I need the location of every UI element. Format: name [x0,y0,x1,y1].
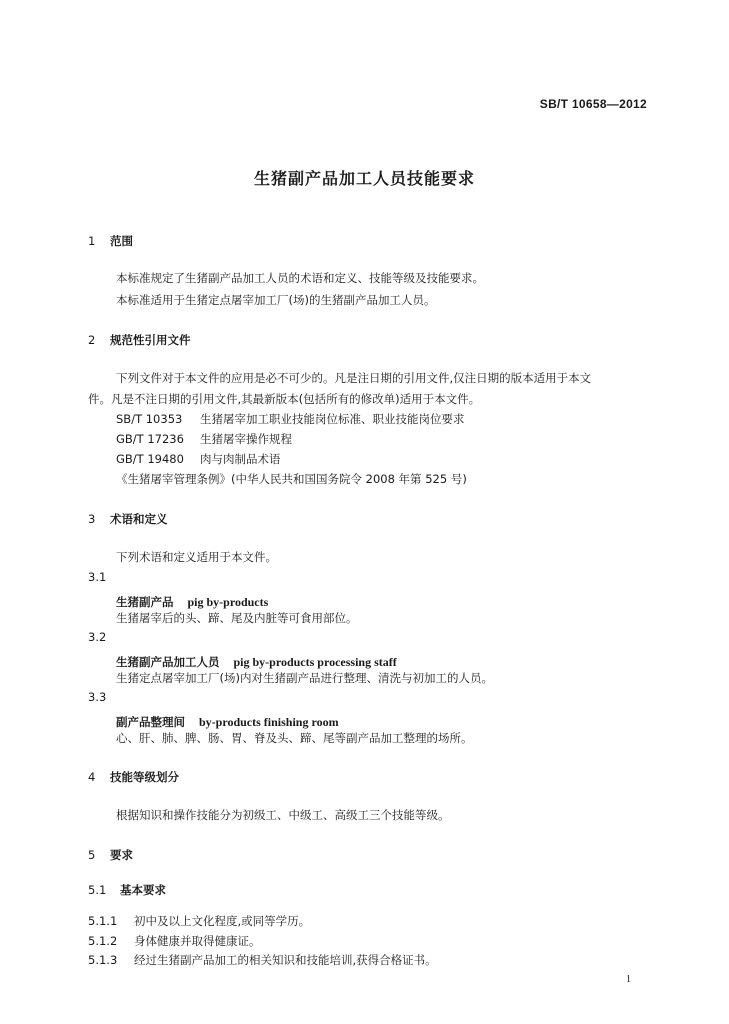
reference-title: 生猪屠宰操作规程 [200,432,292,446]
reference-code: SB/T 10353 [116,412,183,426]
item-number: 5.1.1 [88,914,118,928]
section-title: 范围 [110,234,133,248]
reference-code: GB/T 19480 [116,452,184,466]
paragraph: 件。凡是不注日期的引用文件,其最新版本(包括所有的修改单)适用于本文件。 [88,392,481,406]
paragraph: 根据知识和操作技能分为初级工、中级工、高级工三个技能等级。 [116,808,450,822]
reference-title: 肉与肉制品术语 [200,452,281,466]
term-chinese: 生猪副产品加工人员 [116,655,220,669]
term-number: 3.1 [88,570,107,584]
item-text: 初中及以上文化程度,或同等学历。 [134,914,311,928]
subsection-5-1-heading [88,882,166,898]
term-heading [116,591,268,610]
item-text: 身体健康并取得健康证。 [134,934,261,948]
section-2-heading [88,332,191,348]
section-number: 5 [88,848,96,862]
document-title: 生猪副产品加工人员技能要求 [253,169,475,188]
normative-reference [116,411,465,427]
normative-reference [116,431,292,447]
requirement-item [88,952,437,968]
term-heading [116,651,397,670]
term-number: 3.3 [88,690,107,704]
section-number: 4 [88,770,96,784]
paragraph: 本标准适用于生猪定点屠宰加工厂(场)的生猪副产品加工人员。 [116,293,436,307]
section-title: 规范性引用文件 [110,333,191,347]
section-title: 术语和定义 [110,512,168,526]
item-number: 5.1.2 [88,934,118,948]
section-1-heading [88,233,133,249]
item-number: 5.1.3 [88,953,118,967]
section-3-heading [88,511,168,527]
standard-code: SB/T 10658—2012 [539,97,647,111]
section-number: 1 [88,234,96,248]
reference-code: GB/T 17236 [116,432,184,446]
section-title: 要求 [110,848,133,862]
requirement-item [88,933,261,949]
term-definition: 生猪屠宰后的头、蹄、尾及内脏等可食用部位。 [116,611,358,625]
paragraph: 下列文件对于本文件的应用是必不可少的。凡是注日期的引用文件,仅注日期的版本适用于本文 [116,371,592,385]
requirement-item [88,913,310,929]
subsection-title: 基本要求 [120,883,166,897]
term-definition: 生猪定点屠宰加工厂(场)内对生猪副产品进行整理、清洗与初加工的人员。 [116,671,493,685]
term-heading [116,711,339,730]
section-5-heading [88,847,133,863]
term-definition: 心、肝、肺、脾、肠、胃、脊及头、蹄、尾等副产品加工整理的场所。 [116,731,473,745]
normative-reference: 《生猪屠宰管理条例》(中华人民共和国国务院令 2008 年第 525 号) [116,472,467,486]
reference-title: 生猪屠宰加工职业技能岗位标准、职业技能岗位要求 [200,412,465,426]
term-chinese: 生猪副产品 [116,595,174,609]
term-english: pig by-products [187,595,269,609]
section-number: 2 [88,333,96,347]
paragraph: 本标准规定了生猪副产品加工人员的术语和定义、技能等级及技能要求。 [116,271,484,285]
subsection-number: 5.1 [88,883,107,897]
term-chinese: 副产品整理间 [116,715,185,729]
normative-reference [116,451,281,467]
section-4-heading [88,769,179,785]
term-english: pig by-products processing staff [233,655,397,669]
page-number: 1 [626,974,631,985]
item-text: 经过生猪副产品加工的相关知识和技能培训,获得合格证书。 [134,953,437,967]
paragraph: 下列术语和定义适用于本文件。 [116,550,277,564]
section-title: 技能等级划分 [110,770,179,784]
section-number: 3 [88,512,96,526]
term-number: 3.2 [88,630,107,644]
term-english: by-products finishing room [199,715,339,729]
